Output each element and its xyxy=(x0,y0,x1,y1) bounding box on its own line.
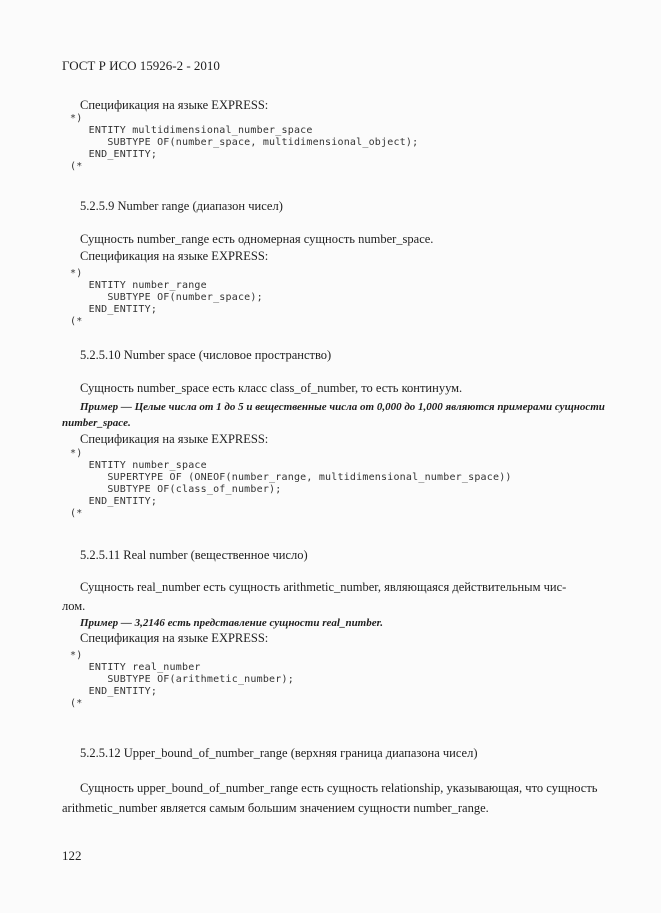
express-code-block: *) ENTITY multidimensional_number_space SUBTYPE OF(number_space, multidimensional_object); END_ENTITY; (* xyxy=(70,113,419,172)
express-code-block: *) ENTITY real_number SUBTYPE OF(arithmetic_number); END_ENTITY; (* xyxy=(70,650,294,709)
body-text-cont: лом. xyxy=(62,599,86,613)
section-heading: 5.2.5.9 Number range (диапазон чисел) xyxy=(80,199,283,213)
body-text: Сущность real_number есть сущность arithmetic_number, являющаяся действительным чис- xyxy=(80,580,567,594)
express-code-block: *) ENTITY number_space SUPERTYPE OF (ONEOF(number_range, multidimensional_number_space)) SUBTYPE OF(class_of_number); END_ENTITY; (* xyxy=(70,448,512,519)
body-text: Сущность number_space есть класс class_of_number, то есть континуум. xyxy=(80,381,463,395)
body-text: Сущность upper_bound_of_number_range есть сущность relationship, указывающая, что сущность xyxy=(80,781,598,795)
example-text: Пример — Целые числа от 1 до 5 и вещественные числа от 0,000 до 1,000 являются примерами сущности xyxy=(80,401,605,413)
express-code-block: *) ENTITY number_range SUBTYPE OF(number_space); END_ENTITY; (* xyxy=(70,268,263,327)
page-number: 122 xyxy=(62,848,82,863)
section-heading: 5.2.5.10 Number space (числовое пространство) xyxy=(80,348,332,362)
body-text: Сущность number_range есть одномерная сущность number_space. xyxy=(80,232,434,246)
document-header: ГОСТ Р ИСО 15926-2 - 2010 xyxy=(62,58,220,73)
spec-label: Спецификация на языке EXPRESS: xyxy=(80,249,269,263)
section-heading: 5.2.5.12 Upper_bound_of_number_range (верхняя граница диапазона чисел) xyxy=(80,746,478,760)
example-text: Пример — 3,2146 есть представление сущности real_number. xyxy=(80,617,384,629)
spec-label: Спецификация на языке EXPRESS: xyxy=(80,98,269,112)
example-text-cont: number_space. xyxy=(62,417,131,429)
spec-label: Спецификация на языке EXPRESS: xyxy=(80,432,269,446)
body-text-cont: arithmetic_number является самым большим значением сущности number_range. xyxy=(62,801,489,815)
section-heading: 5.2.5.11 Real number (вещественное число) xyxy=(80,548,308,562)
spec-label: Спецификация на языке EXPRESS: xyxy=(80,631,269,645)
